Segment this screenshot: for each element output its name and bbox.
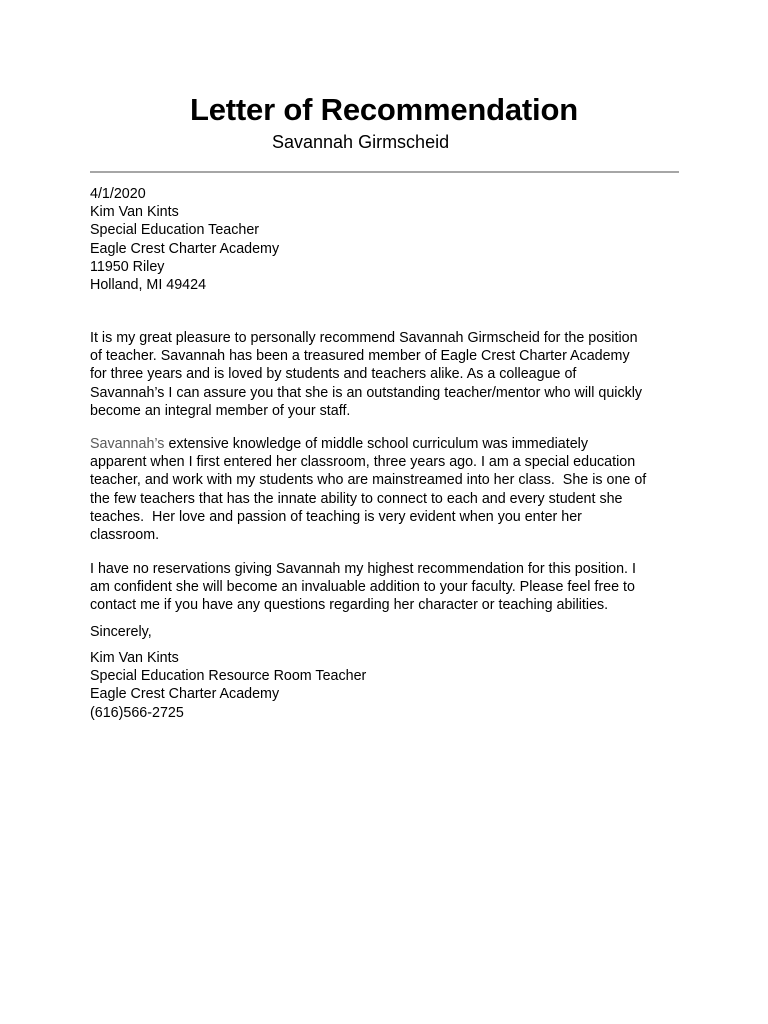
address-street: 11950 Riley xyxy=(90,258,165,275)
paragraph-line: for three years and is loved by students and teachers alike. As a colleague of xyxy=(90,366,577,383)
body-paragraph-1 xyxy=(90,329,690,420)
closing-salutation xyxy=(90,623,690,641)
header-divider xyxy=(90,171,679,173)
paragraph-lead-word: Savannah’s xyxy=(90,436,165,452)
signature-phone: (616)566-2725 xyxy=(90,704,184,721)
paragraph-line: classroom. xyxy=(90,527,160,544)
paragraph-line: of teacher. Savannah has been a treasured member of Eagle Crest Charter Academy xyxy=(90,348,630,365)
page-subtitle: Savannah Girmscheid xyxy=(272,132,450,152)
signature-title: Special Education Resource Room Teacher xyxy=(90,668,367,685)
paragraph-line: teaches. Her love and passion of teaching is very evident when you enter her xyxy=(90,508,582,525)
paragraph-line-rest: extensive knowledge of middle school curriculum was immediately xyxy=(164,436,589,452)
closing-text: Sincerely, xyxy=(90,624,152,640)
paragraph-line: It is my great pleasure to personally recommend Savannah Girmscheid for the position xyxy=(90,330,638,346)
address-title: Special Education Teacher xyxy=(90,222,260,239)
paragraph-line: become an integral member of your staff. xyxy=(90,402,351,419)
recipient-address-block xyxy=(90,185,690,294)
paragraph-line xyxy=(90,435,690,453)
paragraph-line: teacher, and work with my students who are mainstreamed into her class. She is one of xyxy=(90,472,647,489)
paragraph-line: I have no reservations giving Savannah my highest recommendation for this position. I xyxy=(90,561,636,577)
signature-organization: Eagle Crest Charter Academy xyxy=(90,686,280,703)
address-city-state-zip: Holland, MI 49424 xyxy=(90,277,207,294)
address-name: Kim Van Kints xyxy=(90,204,179,221)
paragraph-line: am confident she will become an invaluable addition to your faculty. Please feel free to xyxy=(90,579,635,596)
page-title: Letter of Recommendation xyxy=(190,92,578,127)
paragraph-line: Savannah’s I can assure you that she is an outstanding teacher/mentor who will quickly xyxy=(90,384,643,401)
address-organization: Eagle Crest Charter Academy xyxy=(90,240,280,257)
paragraph-line: the few teachers that has the innate ability to connect to each and every student she xyxy=(90,490,623,507)
body-paragraph-2 xyxy=(90,435,690,544)
paragraph-line: contact me if you have any questions regarding her character or teaching abilities. xyxy=(90,597,609,614)
signature-block xyxy=(90,649,690,722)
signature-name: Kim Van Kints xyxy=(90,650,179,666)
letter-date: 4/1/2020 xyxy=(90,186,146,202)
paragraph-line: apparent when I first entered her classroom, three years ago. I am a special education xyxy=(90,454,636,471)
body-paragraph-3 xyxy=(90,560,690,615)
